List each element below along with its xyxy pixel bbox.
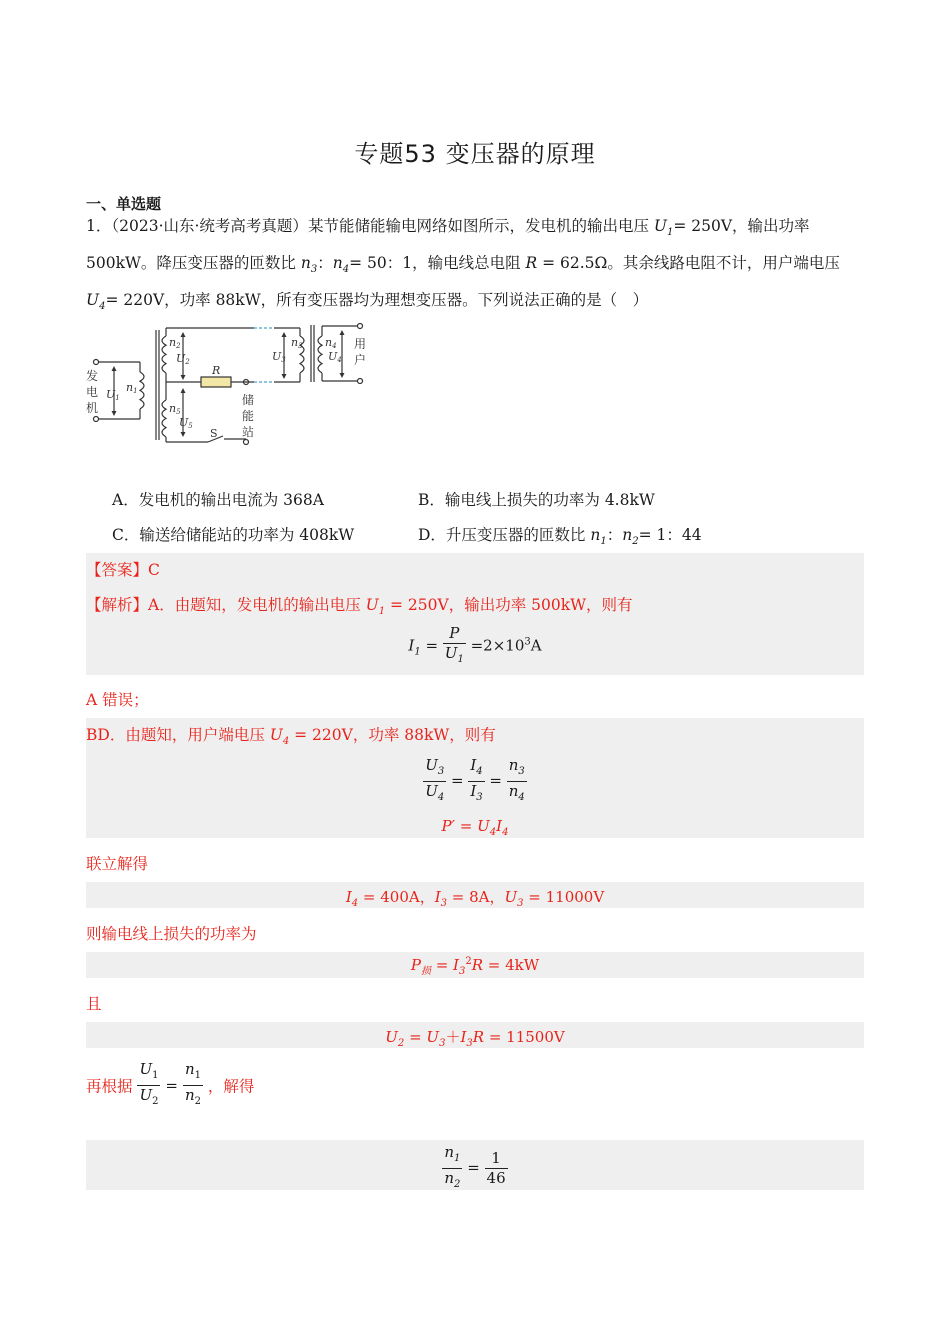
equation-solution: $I_4 = 400A$，$I_3 = 8A$，$U_3 = 11000V$ xyxy=(345,888,605,909)
storage-char: 能 xyxy=(242,409,255,423)
generator-char: 电 xyxy=(86,385,99,399)
equation-loss: $P_损 = I_3^2R = 4kW$ xyxy=(410,956,540,977)
label-n4: n4 xyxy=(325,336,337,350)
storage-char: 站 xyxy=(242,425,255,439)
terminal-node xyxy=(94,360,99,365)
loss-line: 则输电线上损失的功率为 xyxy=(86,925,257,943)
storage-char: 储 xyxy=(242,393,255,407)
coil-n1 xyxy=(140,372,144,409)
section-heading: 一、单选题 xyxy=(86,195,162,213)
question-line-3: $U_4= 220V$，功率 88kW，所有变压器均为理想变压器。下列说法正确的是（ ） xyxy=(86,291,649,313)
label-n5: n5 xyxy=(169,402,181,416)
resistor-r xyxy=(201,377,231,387)
analysis-a-line: 【解析】A．由题知，发电机的输出电压 $U_1 = 250V$，输出功率 500kW，则有 xyxy=(86,596,633,618)
label-u5: U5 xyxy=(179,416,193,430)
label-u3: U3 xyxy=(272,350,286,364)
generator-char: 发 xyxy=(86,369,99,383)
equation-power: $P' = U_4I_4$ xyxy=(441,817,509,838)
option-a[interactable]: A．发电机的输出电流为 368A xyxy=(112,491,324,509)
label-n3: n3 xyxy=(291,336,303,350)
question-line-2: 500kW。降压变压器的匝数比 $n_3$：$n_4= 50$：1，输电线总电阻 R = 62.5Ω。其余线路电阻不计，用户端电压 xyxy=(86,254,840,276)
coil-n2 xyxy=(162,336,166,373)
then-line: 再根据 $\frac{U_1}{U_2}$ = $\frac{n_1}{n_2}$ ，解得 xyxy=(86,1060,255,1107)
label-n1: n1 xyxy=(126,381,138,395)
terminal-node xyxy=(94,417,99,422)
equation-final: $\frac{n_1}{n_2}$ = $\frac{1}{46}$ xyxy=(444,1143,506,1190)
option-b[interactable]: B．输电线上损失的功率为 4.8kW xyxy=(418,491,655,509)
equation-ratio: $\frac{U_3}{U_4}$ = $\frac{I_4}{I_3}$ = $\frac{n_3}{n_4}$ xyxy=(425,756,525,803)
label-u1: U1 xyxy=(106,388,120,402)
label-r: R xyxy=(212,364,221,377)
question-line-1: 1．（2023·山东·统考高考真题）某节能储能输电网络如图所示，发电机的输出电压 $U_1= 250V$，输出功率 xyxy=(86,217,810,239)
label-s: S xyxy=(210,427,218,440)
coil-n4 xyxy=(318,336,322,373)
page-title: 专题53 变压器的原理 xyxy=(354,140,596,168)
solve-line: 联立解得 xyxy=(86,855,149,873)
user-char: 户 xyxy=(354,353,367,367)
a-wrong-line: A 错误； xyxy=(86,691,149,709)
option-c[interactable]: C．输送给储能站的功率为 408kW xyxy=(112,526,355,544)
user-char: 用 xyxy=(354,337,367,351)
label-u4: U4 xyxy=(328,350,342,364)
label-n2: n2 xyxy=(169,336,181,350)
coil-n5 xyxy=(162,400,166,437)
generator-char: 机 xyxy=(86,401,99,415)
answer-line: 【答案】C xyxy=(86,561,160,579)
label-u2: U2 xyxy=(176,352,190,366)
circuit-diagram xyxy=(86,322,376,447)
equation-u2: $U_2 = U_3+I_3R = 11500V$ xyxy=(385,1028,565,1049)
option-d[interactable]: D．升压变压器的匝数比 $n_1$：$n_2= 1$：44 xyxy=(418,526,702,548)
and-line: 且 xyxy=(86,995,102,1013)
equation-i1: $I_1$ = $\frac{P}{U_1}$ $=2\times 10^3A$ xyxy=(408,624,542,665)
analysis-bd-line: BD．由题知，用户端电压 $U_4 = 220V$，功率 88kW，则有 xyxy=(86,726,496,748)
